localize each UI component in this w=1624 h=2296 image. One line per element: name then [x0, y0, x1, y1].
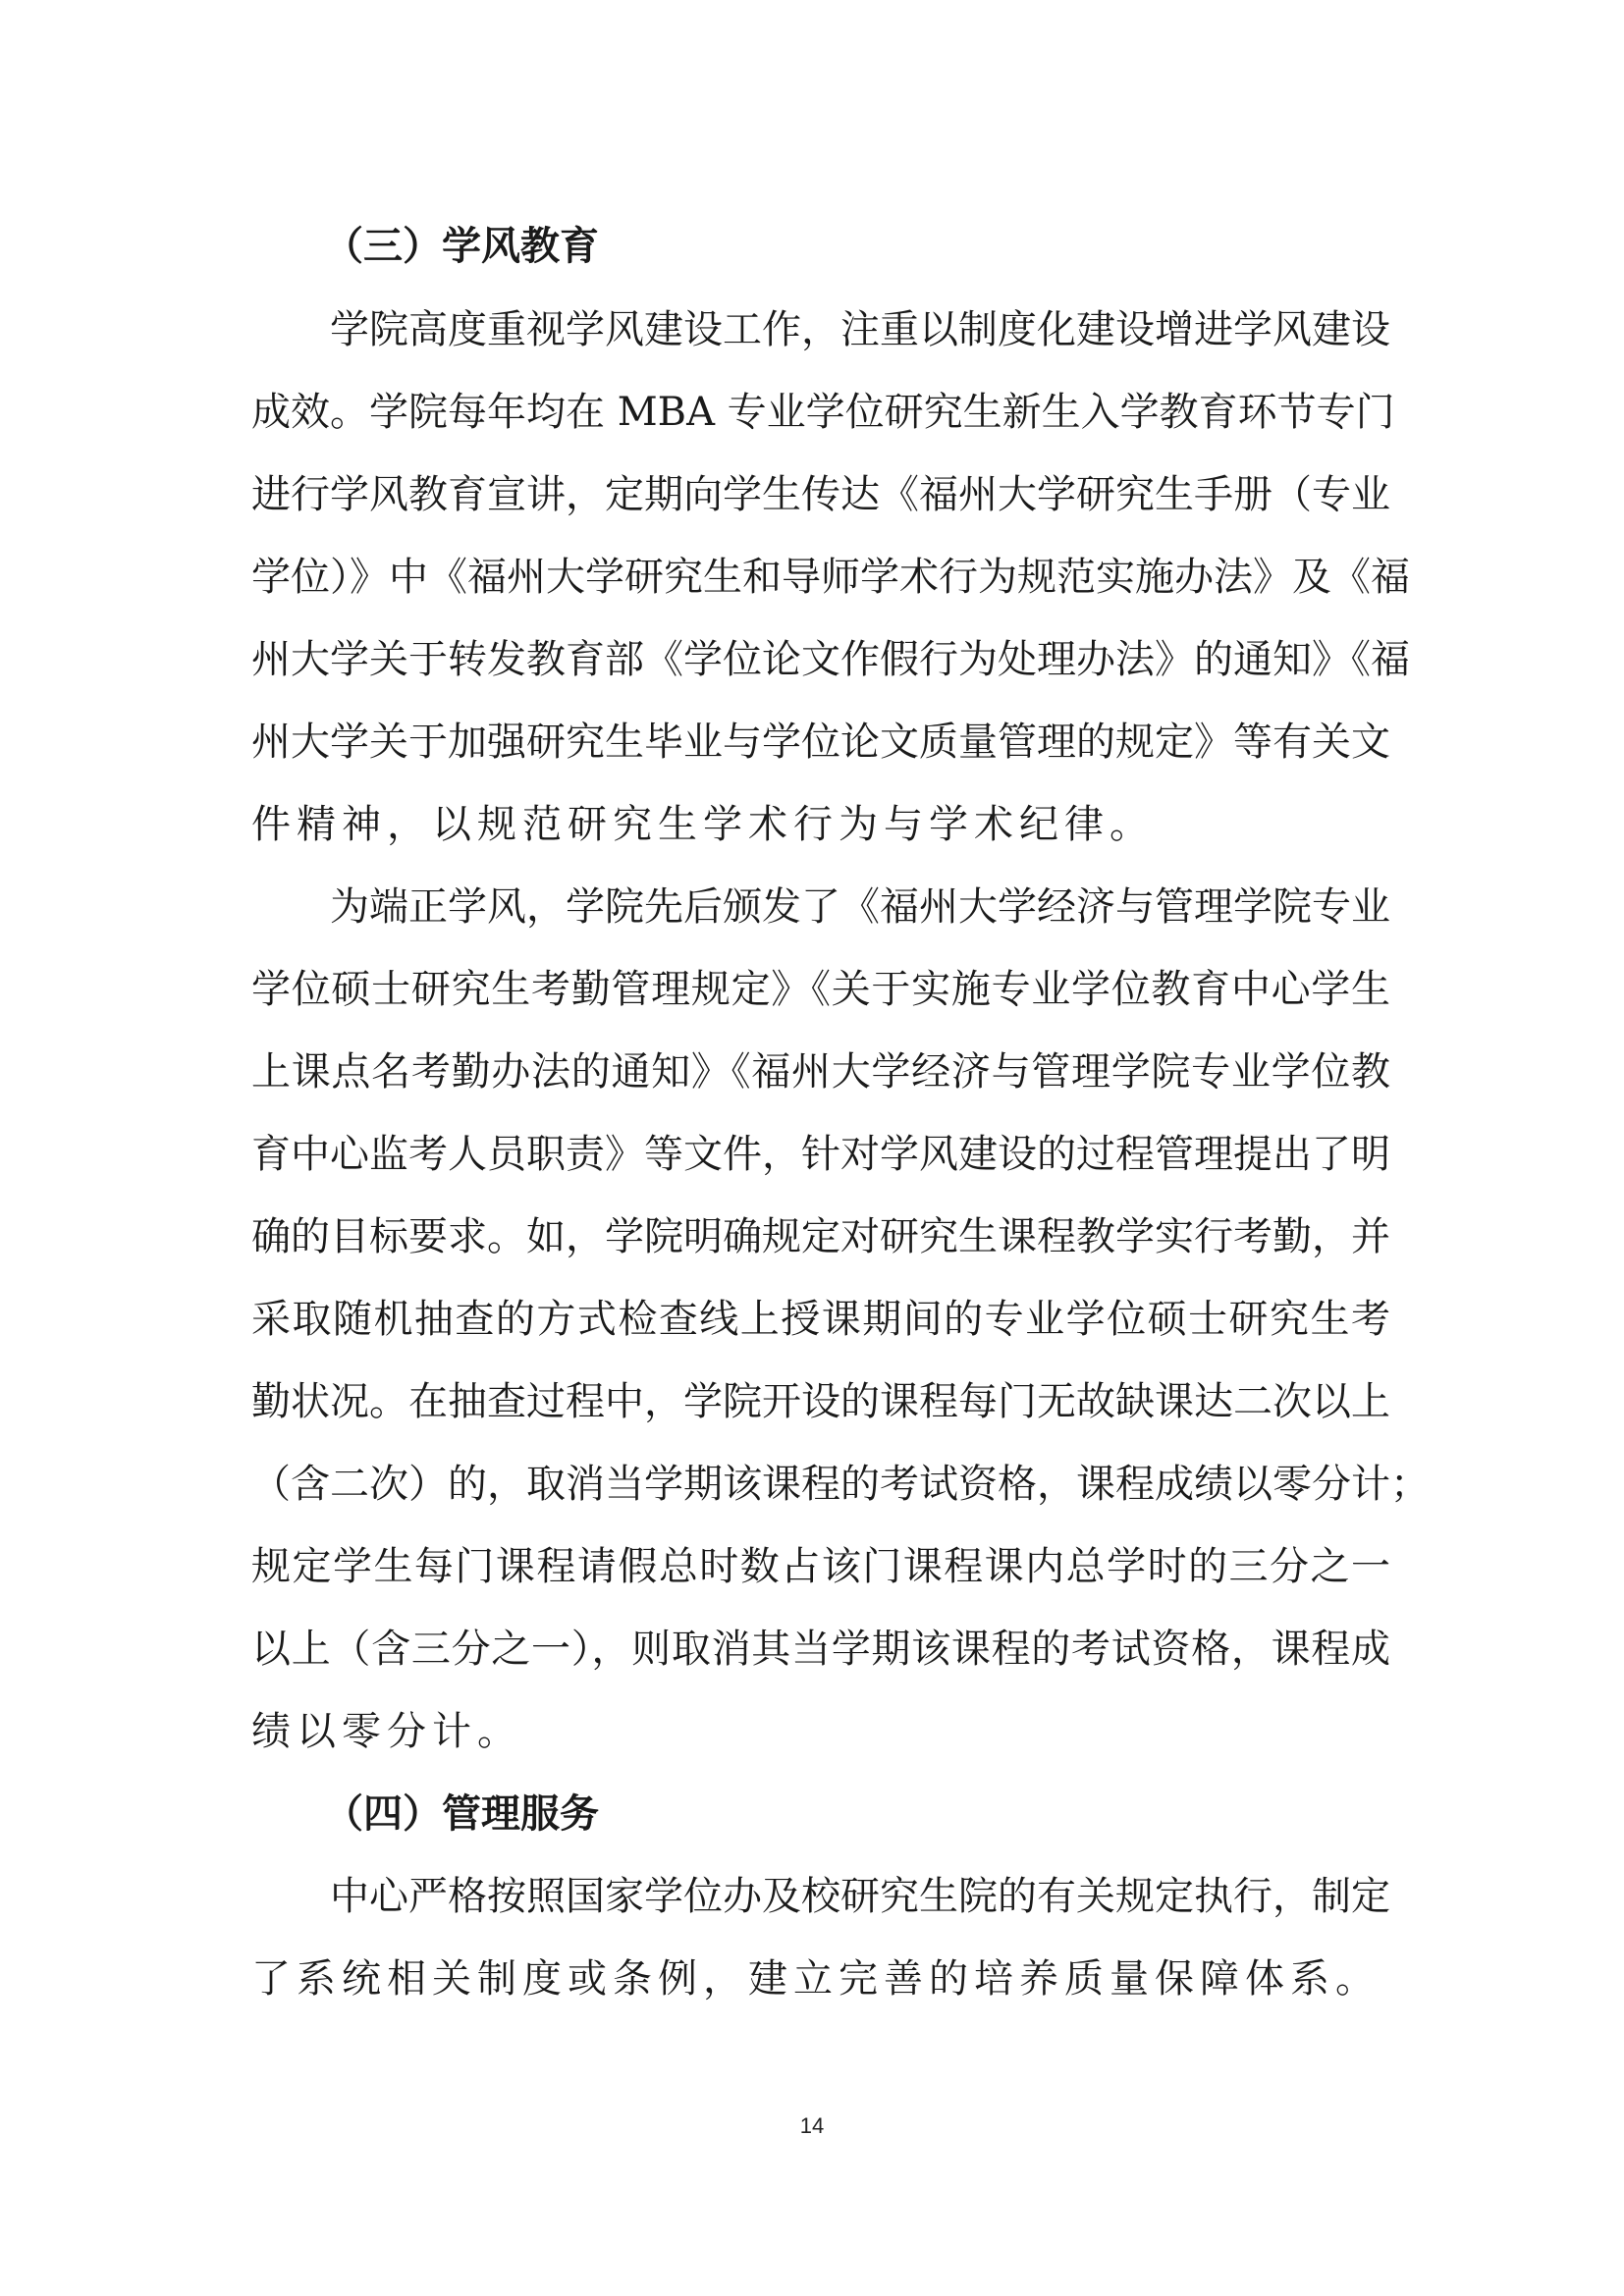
paragraph-line: 为端正学风，学院先后颁发了《福州大学经济与管理学院专业 — [330, 884, 1390, 930]
paragraph-line: 勤状况。在抽查过程中，学院开设的课程每门无故缺课达二次以上 — [251, 1379, 1390, 1424]
section-heading-3: （三）学风教育 — [324, 224, 599, 269]
paragraph-line: 学位硕士研究生考勤管理规定》《关于实施专业学位教育中心学生 — [251, 967, 1390, 1012]
paragraph-line: 州大学关于转发教育部《学位论文作假行为处理办法》的通知》《福 — [251, 637, 1410, 682]
paragraph-line: （含二次）的，取消当学期该课程的考试资格，课程成绩以零分计； — [251, 1462, 1430, 1507]
paragraph-line: 件精神，以规范研究生学术行为与学术纪律。 — [251, 802, 1155, 847]
paragraph-line: 学位）》中《福州大学研究生和导师学术行为规范实施办法》及《福 — [251, 555, 1410, 600]
section-heading-4: （四）管理服务 — [324, 1791, 599, 1837]
paragraph-line: 成效。学院每年均在 MBA 专业学位研究生新生入学教育环节专门 — [251, 390, 1395, 435]
paragraph-line: 了系统相关制度或条例，建立完善的培养质量保障体系。 — [251, 1956, 1380, 2002]
paragraph-line: 进行学风教育宣讲，定期向学生传达《福州大学研究生手册（专业 — [251, 472, 1390, 517]
paragraph-line: 上课点名考勤办法的通知》《福州大学经济与管理学院专业学位教 — [251, 1049, 1390, 1095]
paragraph-line: 以上（含三分之一），则取消其当学期该课程的考试资格，课程成 — [251, 1627, 1390, 1672]
paragraph-line: 学院高度重视学风建设工作，注重以制度化建设增进学风建设 — [330, 307, 1390, 352]
paragraph-line: 采取随机抽查的方式检查线上授课期间的专业学位硕士研究生考 — [251, 1297, 1390, 1342]
paragraph-line: 中心严格按照国家学位办及校研究生院的有关规定执行，制定 — [330, 1874, 1390, 1919]
paragraph-line: 规定学生每门课程请假总时数占该门课程课内总学时的三分之一 — [251, 1544, 1390, 1589]
paragraph-line: 绩以零分计。 — [251, 1709, 522, 1754]
paragraph-line: 确的目标要求。如，学院明确规定对研究生课程教学实行考勤，并 — [251, 1214, 1390, 1259]
paragraph-line: 州大学关于加强研究生毕业与学位论文质量管理的规定》等有关文 — [251, 720, 1390, 765]
page-number: 14 — [799, 2113, 825, 2138]
paragraph-line: 育中心监考人员职责》等文件，针对学风建设的过程管理提出了明 — [251, 1132, 1390, 1177]
